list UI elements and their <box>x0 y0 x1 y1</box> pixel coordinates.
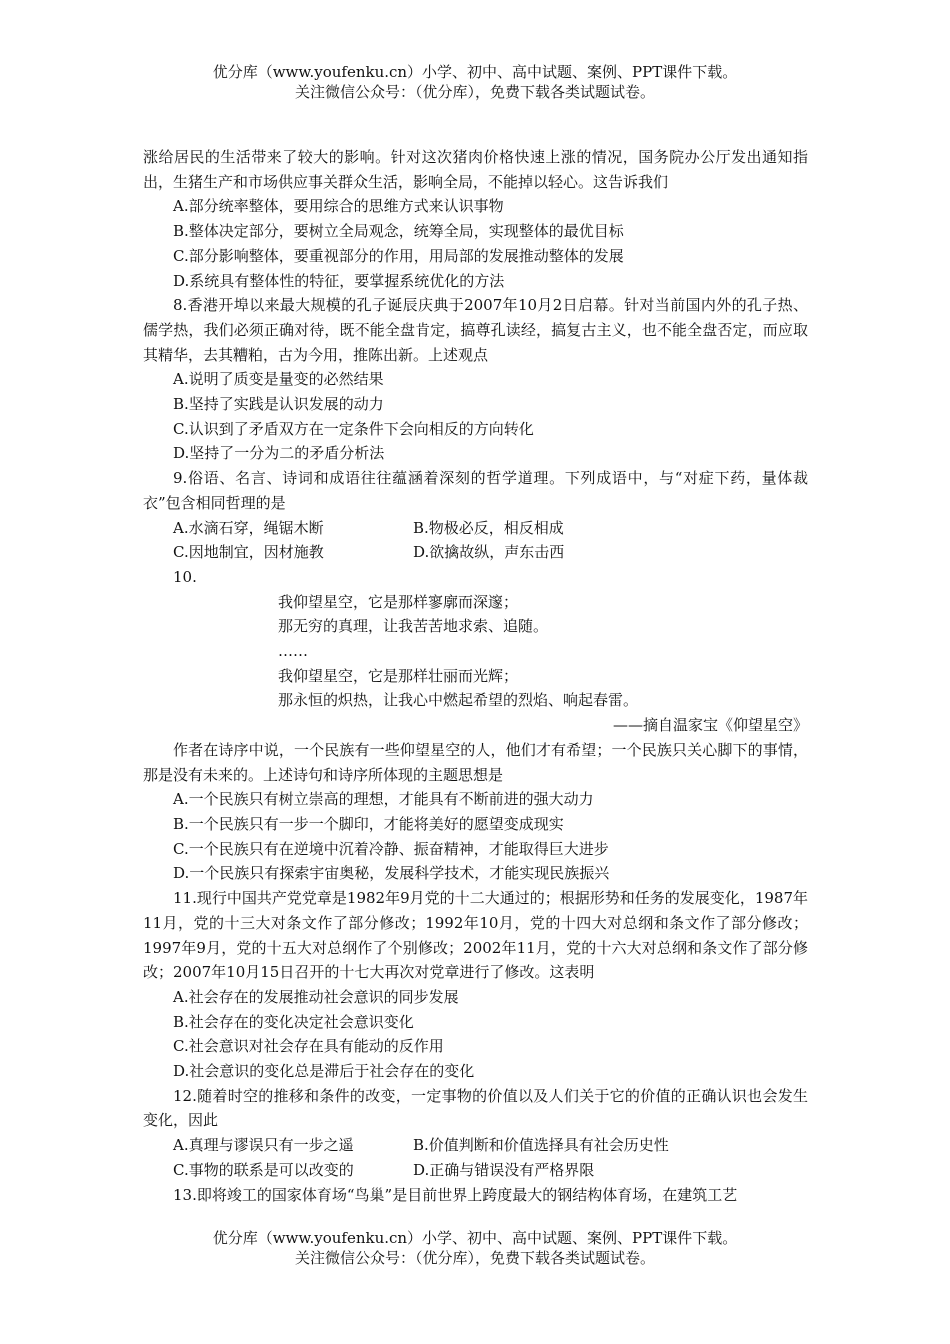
page-header <box>0 62 950 102</box>
q10-poem-line: 我仰望星空，它是那样寥廓而深邃； <box>278 592 519 611</box>
q10-stem: 作者在诗序中说，一个民族有一些仰望星空的人，他们才有希望；一个民族只关心脚下的事情，那是没有未来的。上述诗句和诗序所体现的主题思想是 <box>143 740 808 784</box>
q10-option-a: A.一个民族只有树立崇高的理想，才能具有不断前进的强大动力 <box>173 790 594 809</box>
q11-option-a: A.社会存在的发展推动社会意识的同步发展 <box>173 987 459 1006</box>
header-line-2: 关注微信公众号：（优分库），免费下载各类试题试卷。 <box>294 83 655 101</box>
q8-option-b: B.坚持了实践是认识发展的动力 <box>173 395 384 414</box>
q9-option-b: B.物极必反，相反相成 <box>413 518 564 537</box>
q12-option-c: C.事物的联系是可以改变的 <box>173 1160 354 1179</box>
page-footer <box>0 1228 950 1268</box>
q10-poem-source: ——摘自温家宝《仰望星空》 <box>612 716 808 735</box>
q9-option-a: A.水滴石穿，绳锯木断 <box>173 518 324 537</box>
q11-option-c: C.社会意识对社会存在具有能动的反作用 <box>173 1037 444 1056</box>
q7-option-a: A.部分统率整体，要用综合的思维方式来认识事物 <box>173 197 504 216</box>
q9-options-row-1 <box>143 516 808 541</box>
footer-line-1: 优分库（www.youfenku.cn）小学、初中、高中试题、案例、PPT课件下载。 <box>212 1229 738 1247</box>
footer-line-2: 关注微信公众号：（优分库），免费下载各类试题试卷。 <box>294 1249 655 1267</box>
q8-stem: 8.香港开埠以来最大规模的孔子诞辰庆典于2007年10月2日启幕。针对当前国内外的孔子热、儒学热，我们必须正确对待，既不能全盘肯定，搞尊孔读经，搞复古主义，也不能全盘否定，而应取其精华，去其糟粕，古为今用，推陈出新。上述观点 <box>143 296 808 364</box>
q8-option-a: A.说明了质变是量变的必然结果 <box>173 370 384 389</box>
header-line-1: 优分库（www.youfenku.cn）小学、初中、高中试题、案例、PPT课件下载。 <box>212 63 738 81</box>
q12-option-b: B.价值判断和价值选择具有社会历史性 <box>413 1136 669 1155</box>
q12-option-a: A.真理与谬误只有一步之遥 <box>173 1136 354 1155</box>
q12-stem: 12.随着时空的推移和条件的改变，一定事物的价值以及人们关于它的价值的正确认识也会发生变化，因此 <box>143 1086 808 1130</box>
exam-page-content <box>143 145 808 1207</box>
q10-poem-line: …… <box>278 642 308 661</box>
q9-option-d: D.欲擒故纵，声东击西 <box>413 543 565 562</box>
q9-stem: 9.俗语、名言、诗词和成语往往蕴涵着深刻的哲学道理。下列成语中，与“对症下药，量体裁衣”包含相同哲理的是 <box>143 469 808 512</box>
q12-option-d: D.正确与错误没有严格界限 <box>413 1160 595 1179</box>
q10-number: 10. <box>173 567 197 586</box>
q12-options-row-1 <box>143 1133 808 1158</box>
q13-stem: 13.即将竣工的国家体育场“鸟巢”是目前世界上跨度最大的钢结构体育场，在建筑工艺 <box>173 1185 738 1204</box>
q8-option-d: D.坚持了一分为二的矛盾分析法 <box>173 444 385 463</box>
q10-option-b: B.一个民族只有一步一个脚印，才能将美好的愿望变成现实 <box>173 814 564 833</box>
q7-option-b: B.整体决定部分，要树立全局观念，统筹全局，实现整体的最优目标 <box>173 222 624 241</box>
q11-stem: 11.现行中国共产党党章是1982年9月党的十二大通过的；根据形势和任务的发展变化，1987年11月，党的十三大对条文作了部分修改；1992年10月，党的十四大对总纲和条文作了部分修改；1997年9月，党的十五大对总纲作了个别修改；2002年11月，党的十六大对总纲和条文作了部分修改；2007年10月15日召开的十七大再次对党章进行了修改。这表明 <box>143 889 808 982</box>
q11-option-d: D.社会意识的变化总是滞后于社会存在的变化 <box>173 1062 475 1081</box>
q9-options-row-2 <box>143 540 808 565</box>
q7-option-d: D.系统具有整体性的特征，要掌握系统优化的方法 <box>173 271 505 290</box>
q10-option-d: D.一个民族只有探索宇宙奥秘，发展科学技术，才能实现民族振兴 <box>173 864 610 883</box>
q7-stem: 涨给居民的生活带来了较大的影响。针对这次猪肉价格快速上涨的情况，国务院办公厅发出通知指出，生猪生产和市场供应事关群众生活，影响全局，不能掉以轻心。这告诉我们 <box>143 148 808 191</box>
q10-option-c: C.一个民族只有在逆境中沉着冷静、振奋精神，才能取得巨大进步 <box>173 839 609 858</box>
q10-poem-line: 那永恒的炽热，让我心中燃起希望的烈焰、响起春雷。 <box>278 691 639 710</box>
q10-poem-line: 那无穷的真理，让我苦苦地求索、追随。 <box>278 617 549 636</box>
q7-option-c: C.部分影响整体，要重视部分的作用，用局部的发展推动整体的发展 <box>173 246 624 265</box>
q11-option-b: B.社会存在的变化决定社会意识变化 <box>173 1012 414 1031</box>
q8-option-c: C.认识到了矛盾双方在一定条件下会向相反的方向转化 <box>173 419 534 438</box>
q10-poem-line: 我仰望星空，它是那样壮丽而光辉； <box>278 666 519 685</box>
q12-options-row-2 <box>143 1158 808 1183</box>
q9-option-c: C.因地制宜，因材施教 <box>173 543 324 562</box>
